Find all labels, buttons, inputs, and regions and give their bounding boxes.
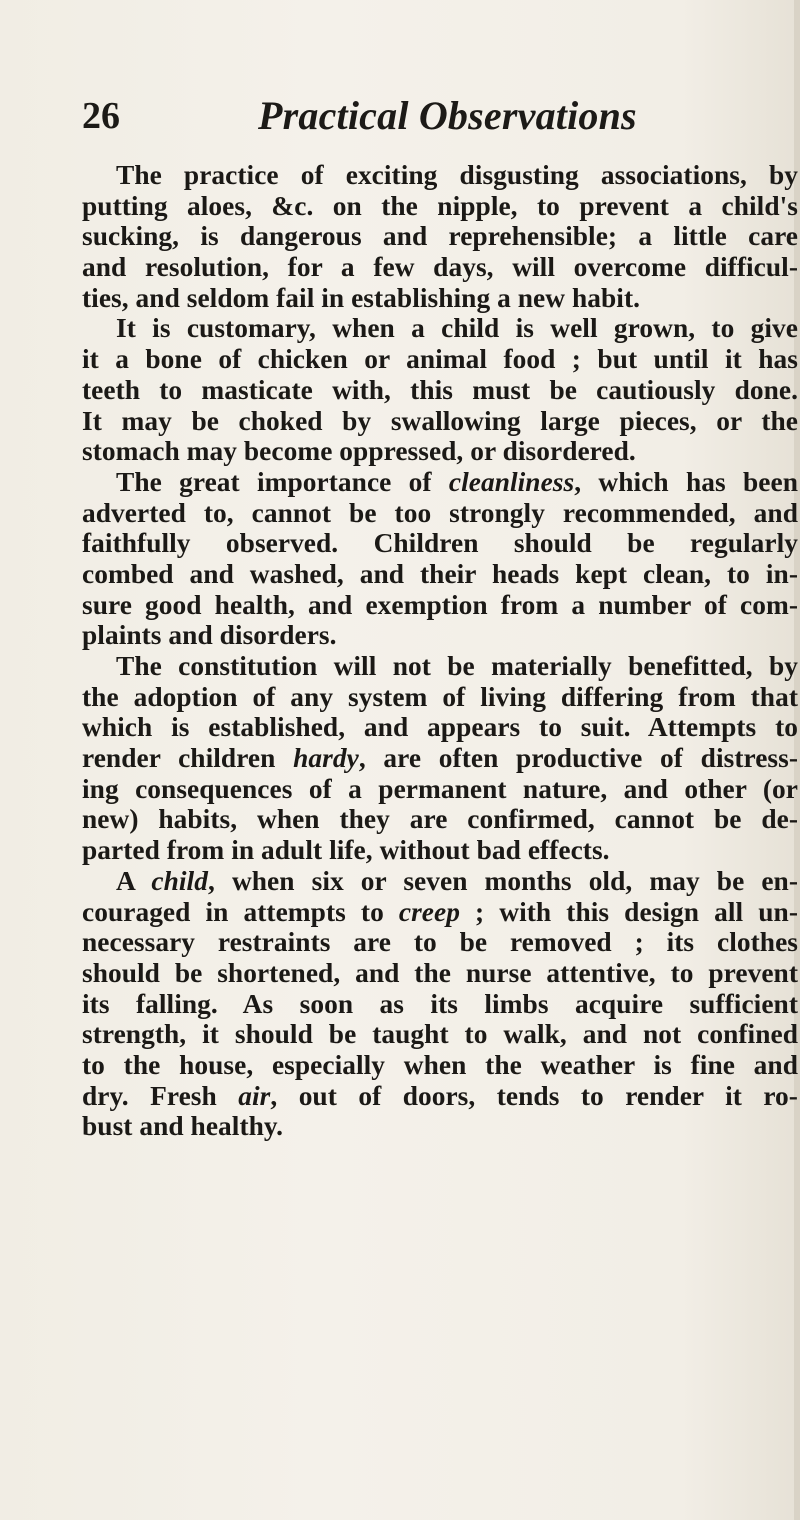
text-line: the adoption of any system of living differing from that [82, 681, 798, 712]
text-line: putting aloes, &c. on the nipple, to prevent a child's [82, 190, 798, 221]
emphasis-hardy: hardy [293, 743, 359, 774]
text-line: its falling. As soon as its limbs acquire sufficient [82, 988, 798, 1019]
text-line: parted from in adult life, without bad effects. [82, 835, 610, 866]
text-line: The constitution will not be materially benefitted, by [116, 651, 798, 681]
emphasis-air: air [238, 1080, 271, 1111]
emphasis-cleanliness: cleanliness [448, 466, 575, 497]
text-line: The practice of exciting disgusting associations, by [116, 160, 798, 190]
text-line: It is customary, when a child is well grown, to give [116, 313, 798, 344]
text-line: it a bone of chicken or animal food ; but until it has [82, 344, 798, 375]
running-title: Practical Observations [258, 93, 637, 138]
text-run: The great importance of [116, 466, 449, 497]
emphasis-creep: creep [398, 896, 460, 927]
text-line [82, 467, 798, 498]
text-run: couraged in attempts to [82, 896, 399, 927]
text-line: strength, it should be taught to walk, and not confined [82, 1019, 798, 1050]
text-run: ; with this design all un- [459, 896, 798, 927]
text-run: , which has been [574, 466, 798, 497]
running-head [82, 92, 762, 152]
text-line: plaints and disorders. [82, 620, 337, 651]
text-line: adverted to, cannot be too strongly recommended, and [82, 497, 798, 528]
text-line [82, 743, 798, 774]
text-line: sucking, is dangerous and reprehensible; a little care [82, 221, 798, 252]
text-line: combed and washed, and their heads kept clean, to in- [82, 558, 798, 589]
text-line: ties, and seldom fail in establishing a new habit. [82, 282, 641, 313]
text-line: should be shortened, and the nurse attentive, to prevent [82, 957, 798, 988]
text-run: , when six or seven months old, may be en- [207, 865, 798, 896]
text-line: to the house, especially when the weather is fine and [82, 1049, 798, 1080]
text-line: sure good health, and exemption from a number of com- [82, 589, 798, 620]
text-line [82, 866, 798, 897]
text-line: which is established, and appears to suit. Attempts to [82, 712, 798, 743]
text-line: necessary restraints are to be removed ; its clothes [82, 927, 798, 958]
emphasis-child: child [151, 865, 208, 896]
text-line: stomach may become oppressed, or disordered. [82, 436, 636, 467]
page-number: 26 [82, 95, 120, 137]
text-line: faithfully observed. Children should be regularly [82, 528, 798, 559]
text-line [82, 1081, 798, 1112]
text-line [82, 897, 798, 928]
body-text [82, 160, 798, 1142]
text-run: render children [82, 743, 294, 774]
text-run: , are often productive of distress- [358, 743, 798, 774]
text-line: It may be choked by swallowing large pieces, or the [82, 405, 798, 436]
text-line: new) habits, when they are confirmed, cannot be de- [82, 804, 798, 835]
text-run: A [116, 865, 152, 896]
text-line: teeth to masticate with, this must be cautiously done. [82, 374, 798, 405]
text-line: ing consequences of a permanent nature, and other (or [82, 773, 798, 804]
text-run: , out of doors, tends to render it ro- [270, 1080, 798, 1111]
text-line: and resolution, for a few days, will overcome difficul- [82, 252, 798, 283]
text-line: bust and healthy. [82, 1111, 284, 1142]
text-run: dry. Fresh [82, 1080, 239, 1111]
